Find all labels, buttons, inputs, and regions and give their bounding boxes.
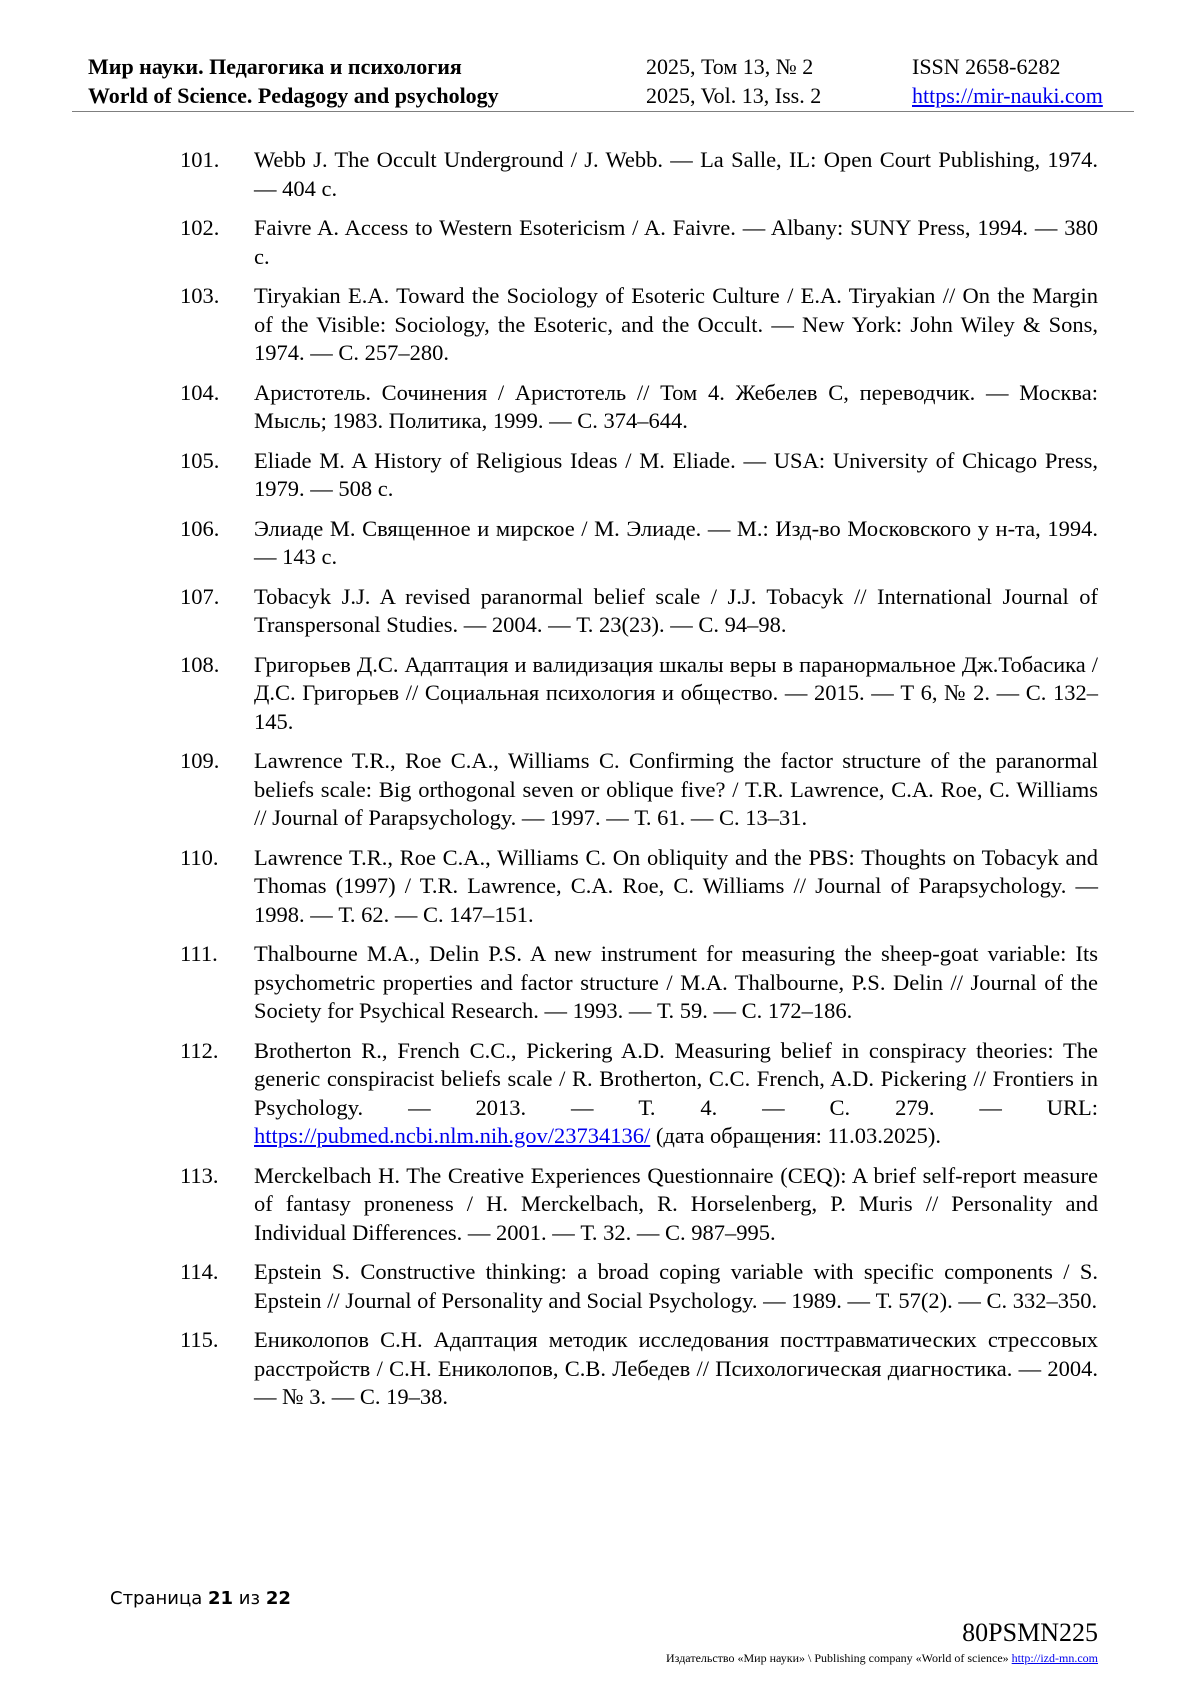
journal-title-en: World of Science. Pedagogy and psychology [88, 83, 499, 108]
reference-number: 108. [180, 651, 220, 677]
reference-text: Eliade M. A History of Religious Ideas / M. Eliade. — USA: University of Chicago Press, 1979. — 508 с. [254, 447, 1098, 501]
journal-title-ru: Мир науки. Педагогика и психология [88, 54, 462, 79]
reference-item [180, 1258, 1098, 1315]
article-code: 80PSMN225 [962, 1618, 1098, 1647]
reference-number: 111. [180, 941, 218, 966]
page-prefix: Страница [110, 1588, 203, 1609]
reference-item [180, 146, 1098, 203]
journal-url-link[interactable]: https://mir-nauki.com [912, 83, 1103, 108]
reference-text: Tobacyk J.J. A revised paranormal belief scale / J.J. Tobacyk // International Journal of Transpersonal Studies. — 2004. — Т. 23(23). — С. 94–98. [254, 583, 1098, 637]
issue-en: 2025, Vol. 13, Iss. 2 [646, 83, 822, 108]
journal-title-block [88, 52, 499, 110]
reference-text: Webb J. The Occult Underground / J. Webb. — La Salle, IL: Open Court Publishing, 1974. — 404 с. [254, 147, 1098, 201]
reference-text: Lawrence T.R., Roe C.A., Williams C. Confirming the factor structure of the paranormal beliefs scale: Big orthogonal seven or oblique five? / T.R. Lawrence, C.A. Roe, C. Williams // Journal of Parapsychology. — 1997. — Т. 61. — С. 13–31. [254, 748, 1098, 830]
reference-item [180, 214, 1098, 271]
reference-item [180, 747, 1098, 833]
reference-item [180, 1037, 1098, 1151]
reference-number: 110. [180, 844, 219, 870]
reference-number: 114. [180, 1259, 219, 1284]
reference-url-link[interactable]: https://pubmed.ncbi.nlm.nih.gov/23734136/ [254, 1123, 651, 1148]
reference-text: Элиаде М. Священное и мирское / М. Элиаде. — М.: Изд-во Московского у н-та, 1994. — 143 с. [254, 515, 1098, 569]
header-divider [72, 111, 1134, 112]
reference-text: Lawrence T.R., Roe C.A., Williams C. On obliquity and the PBS: Thoughts on Tobacyk and Thomas (1997) / T.R. Lawrence, C.A. Roe, C. Williams // Journal of Parapsychology. — 1998. — Т. 62. — С. 147–151. [254, 844, 1098, 927]
reference-item [180, 1162, 1098, 1248]
reference-number: 106. [180, 515, 220, 541]
reference-item [180, 844, 1098, 930]
reference-number: 103. [180, 283, 220, 308]
reference-text: Thalbourne M.A., Delin P.S. A new instrument for measuring the sheep-goat variable: Its psychometric properties and factor structure / M.A. Thalbourne, P.S. Delin // Journal of the Society for Psychical Research. — 1993. — Т. 59. — С. 172–186. [254, 941, 1098, 1023]
reference-number: 109. [180, 748, 220, 773]
reference-number: 113. [180, 1162, 219, 1188]
issn-block [912, 52, 1103, 110]
reference-number: 102. [180, 215, 220, 240]
reference-text: Аристотель. Сочинения / Аристотель // Том 4. Жебелев С, переводчик. — Москва: Мысль; 1983. Политика, 1999. — С. 374–644. [254, 379, 1098, 433]
issue-ru: 2025, Том 13, № 2 [646, 54, 814, 79]
page-sep: из [238, 1588, 261, 1609]
reference-item [180, 447, 1098, 504]
page-number [110, 1588, 291, 1609]
reference-text: Tiryakian E.A. Toward the Sociology of Esoteric Culture / E.A. Tiryakian // On the Margin of the Visible: Sociology, the Esoteric, and the Occult. — New York: John Wiley & Sons, 1974. — С. 257–280. [254, 283, 1098, 365]
reference-item [180, 583, 1098, 640]
reference-text: Ениколопов С.Н. Адаптация методик исследования посттравматических стрессовых расстройств / С.Н. Ениколопов, С.В. Лебедев // Психологическая диагностика. — 2004. — № 3. — С. 19–38. [254, 1327, 1098, 1409]
reference-text: Григорьев Д.С. Адаптация и валидизация шкалы веры в паранормальное Дж.Тобасика / Д.С. Григорьев // Социальная психология и общество. — 2015. — Т 6, № 2. — С. 132–145. [254, 651, 1098, 734]
reference-number: 112. [180, 1037, 219, 1063]
reference-number: 115. [180, 1327, 219, 1352]
publisher-name: Издательство «Мир науки» \ Publishing company «World of science» [666, 1651, 1009, 1665]
reference-item [180, 379, 1098, 436]
page-current: 21 [208, 1588, 234, 1609]
reference-number: 105. [180, 447, 220, 473]
reference-item [180, 940, 1098, 1026]
issue-block [646, 52, 821, 110]
reference-text-part: Brotherton R., French C.C., Pickering A.D. Measuring belief in conspiracy theories: The generic conspiracist beliefs scale / R. Brotherton, C.C. French, A.D. Pickering // Frontiers in Psychology. — 2013. — Т. 4. — С. 279. — URL: [254, 1037, 1098, 1120]
reference-text: Merckelbach H. The Creative Experiences Questionnaire (CEQ): A brief self-report measure of fantasy proneness / H. Merckelbach, R. Horselenberg, P. Muris // Personality and Individual Differences. — 2001. — Т. 32. — С. 987–995. [254, 1162, 1098, 1245]
reference-item [180, 282, 1098, 368]
reference-item [180, 1326, 1098, 1412]
publisher-line [666, 1651, 1098, 1666]
reference-item [180, 651, 1098, 737]
reference-list [180, 146, 1098, 1423]
publisher-link[interactable]: http://izd-mn.com [1011, 1651, 1098, 1665]
reference-number: 101. [180, 147, 220, 172]
reference-text: Faivre A. Access to Western Esotericism / A. Faivre. — Albany: SUNY Press, 1994. — 380 с. [254, 215, 1098, 269]
reference-number: 104. [180, 379, 220, 405]
reference-number: 107. [180, 583, 220, 609]
reference-item [180, 515, 1098, 572]
reference-text-part: (дата обращения: 11.03.2025). [650, 1123, 942, 1148]
reference-text: Epstein S. Constructive thinking: a broad coping variable with specific components / S. Epstein // Journal of Personality and Social Psychology. — 1989. — Т. 57(2). — С. 332–350. [254, 1259, 1098, 1313]
reference-text [254, 1037, 1098, 1151]
issn: ISSN 2658-6282 [912, 54, 1061, 79]
page-total: 22 [265, 1588, 291, 1609]
